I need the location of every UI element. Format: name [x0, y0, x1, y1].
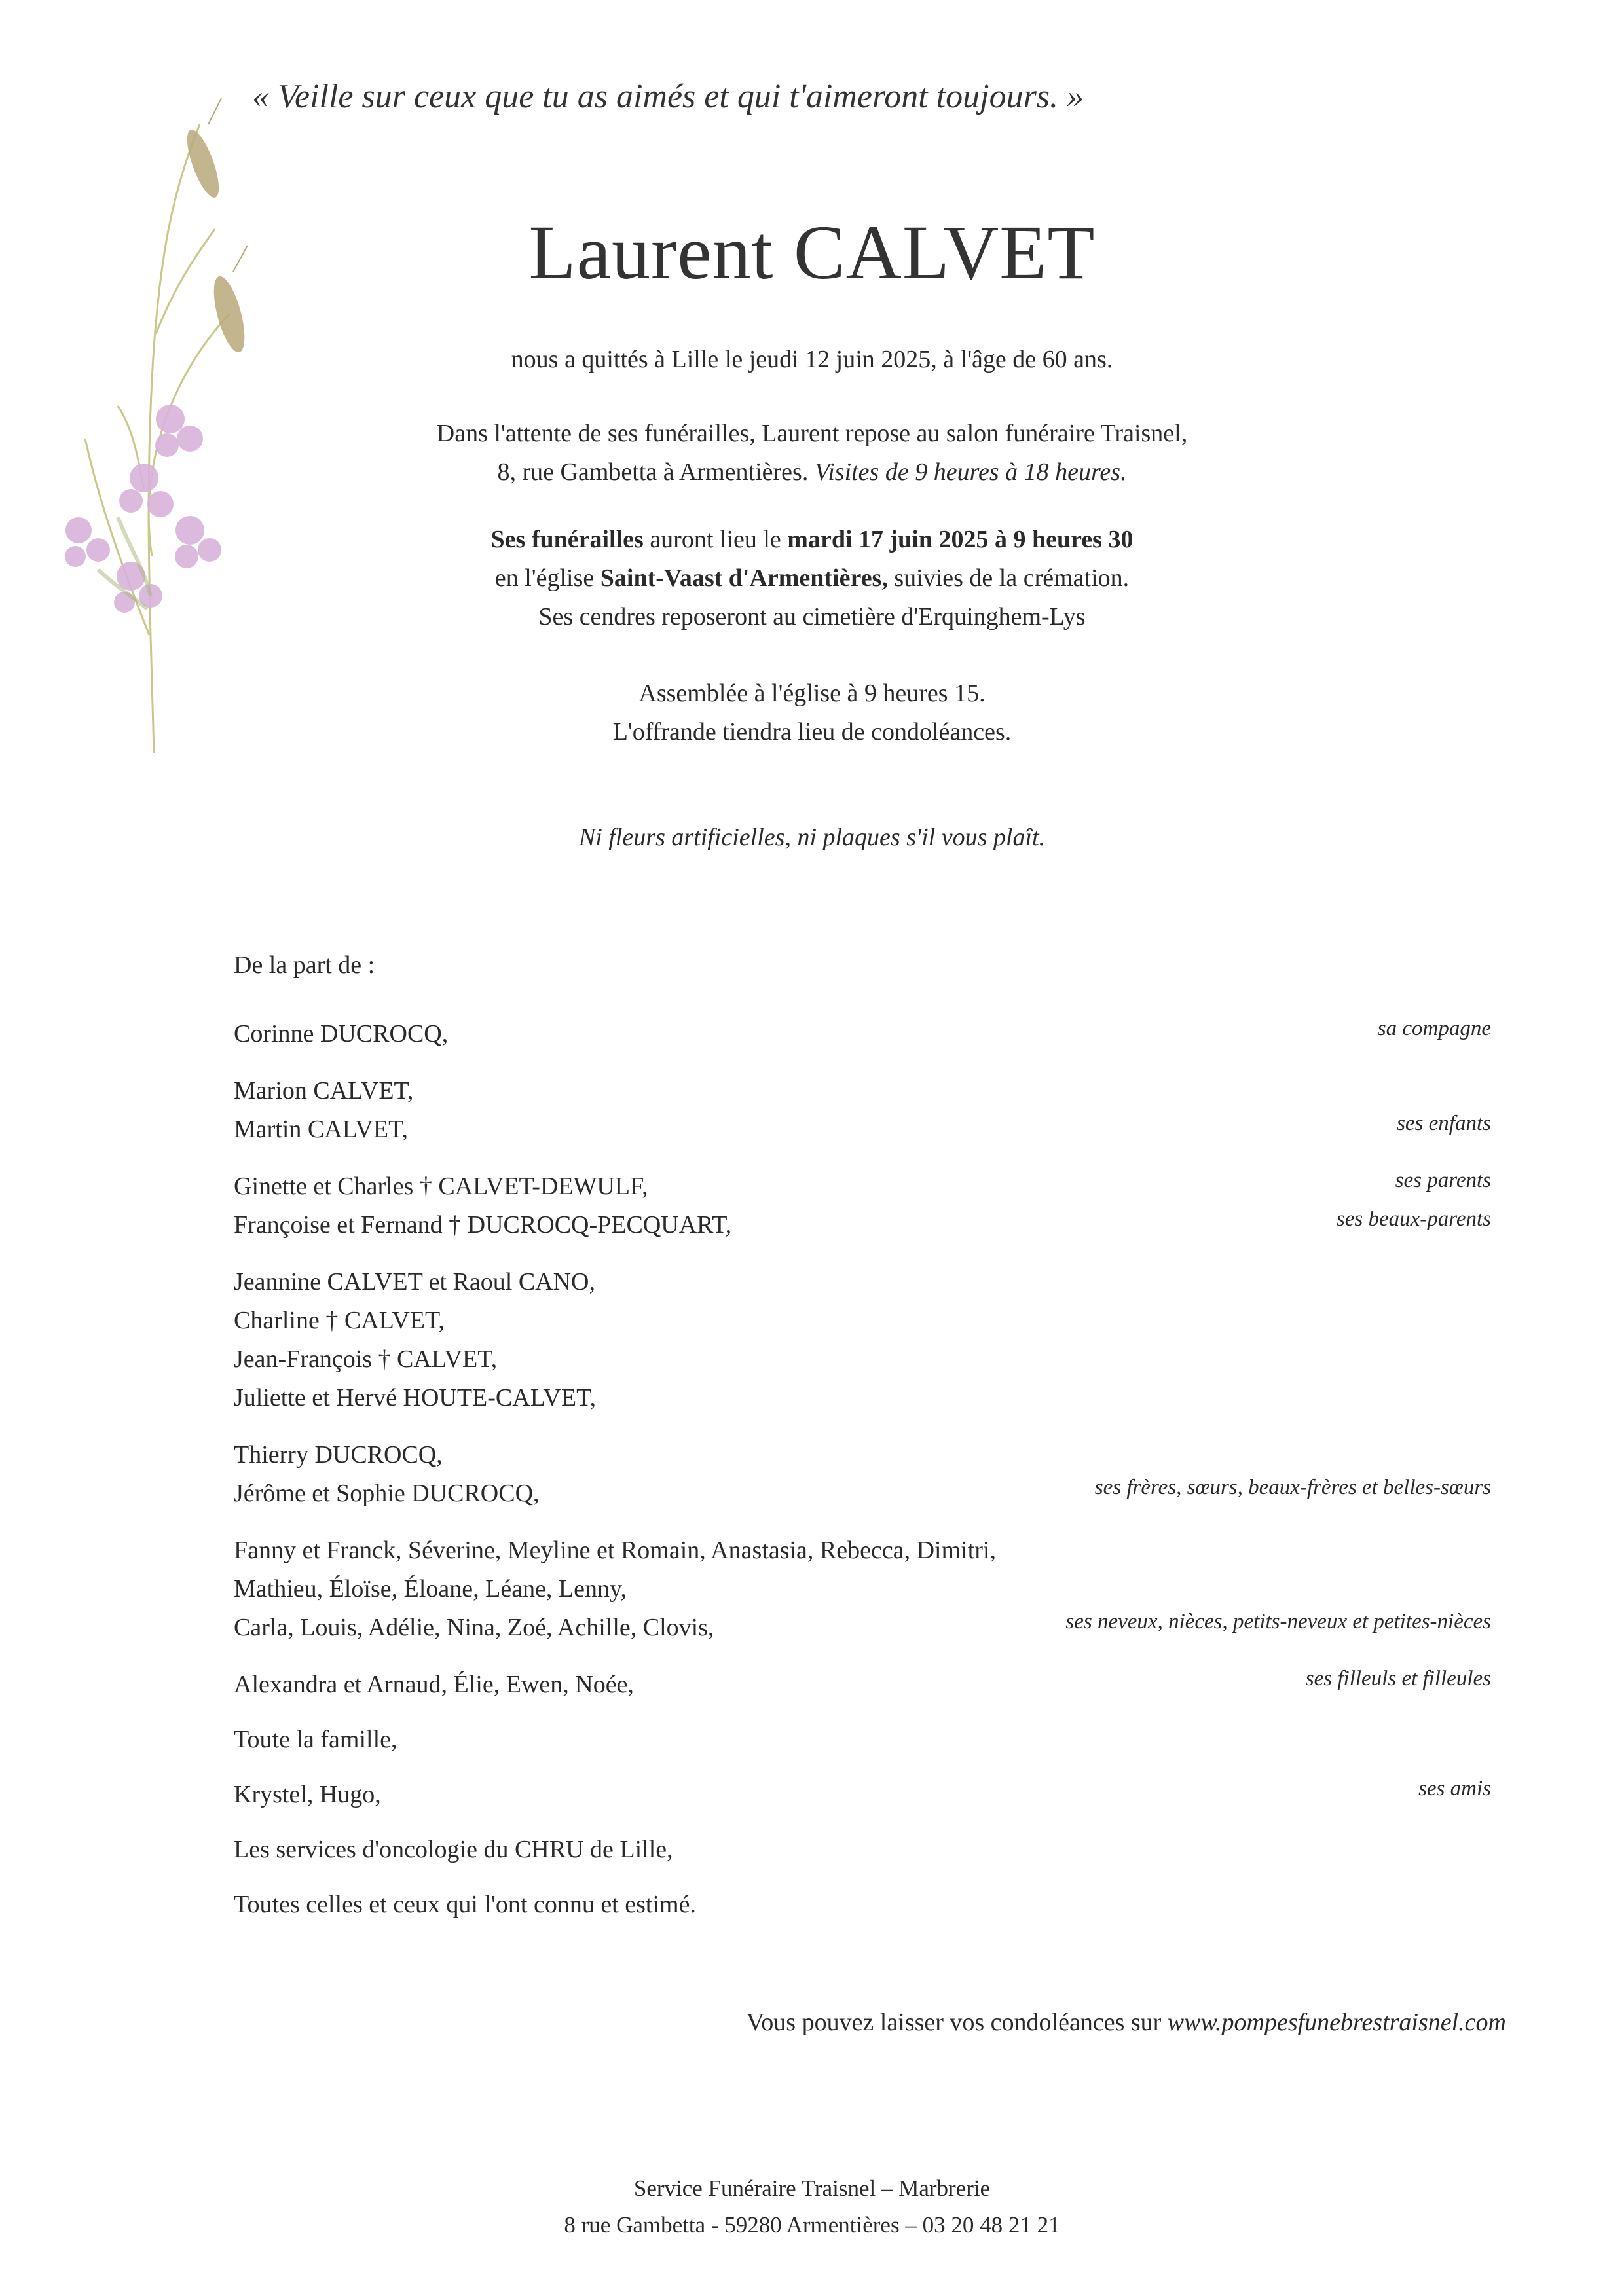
ashes-line: Ses cendres reposeront au cimetière d'Erquinghem-Lys — [538, 603, 1086, 630]
family-entry: Jean-François † CALVET, — [234, 1345, 498, 1373]
assembly-line-2: L'offrande tiendra lieu de condoléances. — [612, 718, 1012, 746]
family-entry: Carla, Louis, Adélie, Nina, Zoé, Achille, Clovis, — [234, 1614, 714, 1641]
church-prefix: en l'église — [494, 564, 600, 592]
family-entry: Martin CALVET, — [234, 1116, 408, 1143]
family-entry: Jérôme et Sophie DUCROCQ, — [234, 1480, 540, 1507]
epigraph: « Veille sur ceux que tu as aimés et qui t'aimeront toujours. » — [252, 78, 1084, 115]
family-entry: Les services d'oncologie du CHRU de Lille, — [234, 1836, 673, 1863]
family-entry: Ginette et Charles † CALVET-DEWULF, — [234, 1173, 648, 1200]
footer-line-1: Service Funéraire Traisnel – Marbrerie — [633, 2176, 991, 2201]
family-entry: Corinne DUCROCQ, — [234, 1020, 449, 1048]
family-entry: Krystel, Hugo, — [234, 1781, 381, 1808]
funeral-info — [0, 520, 1624, 636]
relation-label: ses beaux-parents — [1336, 1207, 1491, 1231]
wake-address: 8, rue Gambetta à Armentières. — [497, 458, 815, 486]
relation-label: sa compagne — [1377, 1017, 1491, 1040]
flowers-request: Ni fleurs artificielles, ni plaques s'il vous plaît. — [578, 824, 1046, 851]
deceased-name: Laurent CALVET — [528, 210, 1096, 295]
from-label: De la part de : — [234, 951, 375, 979]
family-entry: Charline † CALVET, — [234, 1307, 445, 1334]
assembly-info — [0, 674, 1624, 752]
condolences-line — [747, 2003, 1506, 2042]
funeral-date: mardi 17 juin 2025 à 9 heures 30 — [787, 526, 1134, 553]
funeral-label: Ses funérailles — [490, 526, 644, 553]
family-entry: Marion CALVET, — [234, 1077, 414, 1104]
family-entry: Jeannine CALVET et Raoul CANO, — [234, 1268, 596, 1296]
relation-label: ses enfants — [1397, 1112, 1491, 1135]
funeral-line-2 — [0, 559, 1624, 598]
wake-line-1: Dans l'attente de ses funérailles, Laurent repose au salon funéraire Traisnel, — [436, 420, 1188, 447]
funeral-line-1 — [0, 520, 1624, 559]
relation-label: ses neveux, nièces, petits-neveux et petites-nièces — [1065, 1610, 1491, 1633]
cremation-note: suivies de la crémation. — [887, 564, 1130, 592]
family-entry: Thierry DUCROCQ, — [234, 1441, 443, 1468]
wake-line-2 — [0, 453, 1624, 492]
family-entry: Mathieu, Éloïse, Éloane, Léane, Lenny, — [234, 1575, 627, 1603]
condolences-text: Vous pouvez laisser vos condoléances sur — [746, 2009, 1168, 2036]
family-entry: Juliette et Hervé HOUTE-CALVET, — [234, 1384, 596, 1412]
assembly-line-1: Assemblée à l'église à 9 heures 15. — [638, 680, 986, 707]
relation-label: ses frères, sœurs, beaux-frères et belles-sœurs — [1094, 1476, 1491, 1499]
visiting-hours: Visites de 9 heures à 18 heures. — [814, 458, 1127, 486]
wake-info — [0, 414, 1624, 492]
family-entry: Alexandra et Arnaud, Élie, Ewen, Noée, — [234, 1671, 634, 1698]
relation-label: ses parents — [1395, 1169, 1491, 1192]
relation-label: ses amis — [1418, 1777, 1491, 1800]
family-entry: Toute la famille, — [234, 1726, 397, 1753]
family-entry: Françoise et Fernand † DUCROCQ-PECQUART, — [234, 1211, 732, 1239]
condolences-link[interactable]: www.pompesfunebrestraisnel.com — [1167, 2009, 1506, 2036]
family-entry: Fanny et Franck, Séverine, Meyline et Romain, Anastasia, Rebecca, Dimitri, — [234, 1537, 996, 1564]
family-entry: Toutes celles et ceux qui l'ont connu et estimé. — [234, 1891, 696, 1918]
death-announcement: nous a quittés à Lille le jeudi 12 juin 2025, à l'âge de 60 ans. — [511, 346, 1113, 373]
funeral-text: auront lieu le — [643, 526, 788, 553]
relation-label: ses filleuls et filleules — [1305, 1667, 1491, 1690]
church-name: Saint-Vaast d'Armentières, — [600, 564, 888, 592]
funeral-home-footer — [0, 2170, 1624, 2244]
footer-line-2: 8 rue Gambetta - 59280 Armentières – 03 20 48 21 21 — [564, 2212, 1060, 2238]
